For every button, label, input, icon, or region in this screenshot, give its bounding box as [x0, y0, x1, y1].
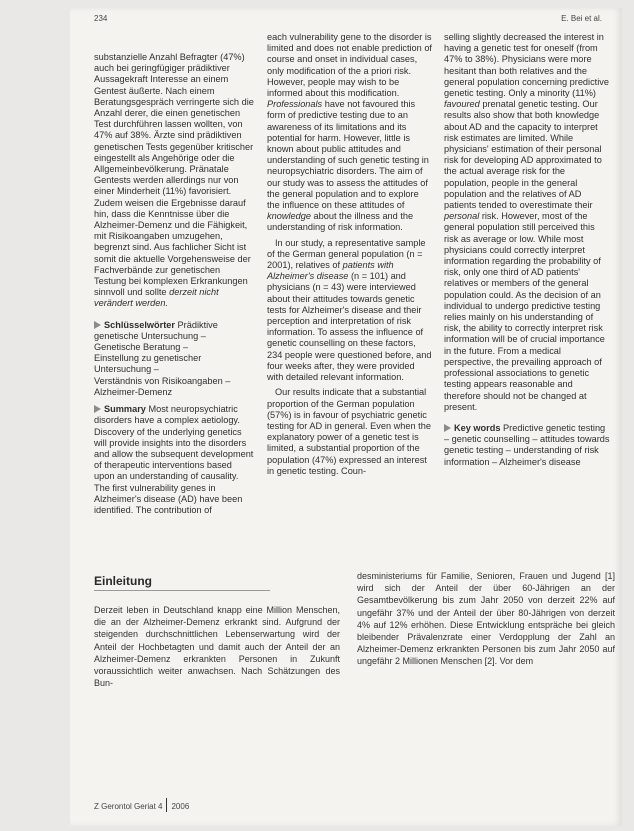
keyword-list-de	[94, 342, 254, 398]
kw-item-5: Alzheimer-Demenz	[94, 386, 173, 397]
text-run: Our results indicate that a substantial proportion of the German population (57%) is in favour of psychiatric genetic testing for AD in general. Even when the explanatory power of a genetic test is limited, a substantial proportion of the population (47%) expressed an interest in genetic testing. Coun-	[267, 387, 431, 476]
footer-separator	[166, 798, 167, 812]
triangle-bullet-icon	[94, 405, 101, 413]
text-run: selling slightly decreased the interest in having a genetic test for oneself (from 47% to 38%). Physicians were more hesitant than both relatives and the general population concerning predictive genetic testing. Only a minority (11%)	[444, 32, 609, 99]
kw-item-1: Genetische Beratung –	[94, 342, 188, 353]
kw-item-4: Verständnis von Risikoangaben –	[94, 375, 231, 386]
text-run: risk. However, most of the general population still perceived this risk as average or low. While most physicians could correctly interpret information regarding the probability of risk, only one third of AD patients' relatives or members of the general population could. As the decision of an individual to undergo predictive testing relies mainly on his understanding of risk, the ability to correctly interpret risk information will be of crucial importance in the future. From a medical perspective, the prevailing approach of professional associations to genetic testing appears reasonable and therefore should not be changed at present.	[444, 211, 605, 412]
journal-year: 2006	[171, 802, 190, 811]
italic-run: patients with Alzheimer's disease	[267, 260, 394, 282]
italic-run: knowledge	[267, 211, 311, 222]
text-run: (n = 101) and physicians (n = 43) were interviewed about their attitudes towards genetic tests for Alzheimer's disease and their perception and interpretation of risk information. To assess the influence of genetic counselling on these factors, 234 people were questioned before, and four weeks after, they were provided with detailed relevant information.	[267, 271, 432, 383]
text-run: have not favoured this form of predictive testing due to an awareness of its limitations and its potential for harm. However, little is known about public attitudes and understanding of such genetic testing in neuropsychiatric disorders. The aim of our study was to assess the attitudes of the general population and to explore the influence on these attitudes of	[267, 99, 429, 211]
page-header	[70, 8, 622, 30]
german-abstract-text	[94, 52, 254, 310]
kw-item-3: Untersuchung –	[94, 364, 159, 375]
text-run: In our study, a representative sample of the German general population (n = 2001), relatives of	[267, 237, 426, 271]
italic-run: Professionals	[267, 99, 323, 110]
abstract-column-3	[444, 32, 610, 472]
page-footer	[94, 798, 189, 812]
kw-item-2: Einstellung zu genetischer	[94, 353, 202, 364]
intro-right-column: desministeriums für Familie, Senioren, Frauen und Jugend [1] wird sich der Anteil der über 60-Jährigen an der Gesamtbevölkerung bis zum Jahr 2050 von derzeit 22% auf ungefähr 37% und der Anteil der über 80-Jährigen von derzeit 4% auf 12% erhöhen. Diese Entwicklung entspräche bei gleich bleibender Prävalenzrate einer Verdopplung der Zahl an Alzheimer-Demenz erkrankten Personen bis zum Jahr 2050 auf ungefähr 2 Millionen Menschen [2]. Vor dem	[357, 571, 615, 667]
section-heading-einleitung: Einleitung	[94, 574, 152, 588]
english-keywords	[444, 423, 610, 468]
triangle-bullet-icon	[444, 424, 451, 432]
summary-cont-para3	[267, 387, 432, 477]
triangle-bullet-icon	[94, 321, 101, 329]
summary-label: Summary	[104, 404, 146, 415]
keywords-text-en: Predictive genetic testing – genetic counselling – attitudes towards genetic testing – understanding of risk information – Alzheimer's disease	[444, 422, 610, 467]
heading-underline	[94, 590, 270, 591]
abstract-column-2	[267, 32, 432, 481]
journal-citation: Z Gerontol Geriat 4	[94, 802, 163, 811]
abstract-column-1	[94, 52, 254, 520]
text-run: each vulnerability gene to the disorder is limited and does not enable prediction of course and onset in individual cases, only modification of the a priori risk. However, people may wish to be informed about this modification.	[267, 32, 432, 99]
german-keywords	[94, 320, 254, 398]
german-abstract-italic: derzeit nicht verändert werden.	[94, 287, 219, 309]
summary-cont-para1	[267, 32, 432, 234]
text-run: about the illness and the understanding of risk information.	[267, 211, 414, 233]
italic-run: favoured	[444, 99, 480, 110]
page-number: 234	[94, 14, 108, 23]
text-run: prenatal genetic testing. Our results also show that both knowledge about AD and the capacity to interpret risk estimates are limited. While physicians' estimation of their personal risk for developing AD approximated to the actual average risk for the population, people in the general population and the relatives of AD patients tended to overestimate their	[444, 99, 602, 211]
summary-cont-para2	[267, 238, 432, 384]
paper-page	[70, 8, 622, 826]
german-abstract-body: substanzielle Anzahl Befragter (47%) auch bei geringfügiger prädiktiver Aussagekraft Interesse an einem Gentest äußerte. Nach einem Beratungsgespräch verringerte sich die Anzahl derer, die einen genetischen Test durchführen lassen wollten, von 47% auf 38%. Ärzte sind prädiktiven genetischen Tests gegenüber kritischer eingestellt als Angehörige oder die Allgemeinbevölkerung. Pränatale Gentests werden allerdings nur von einer Minderheit (11%) favorisiert. Zudem weisen die Ergebnisse darauf hin, dass die Kenntnisse über die Alzheimer-Demenz und die Fähigkeit, mit Risikoangaben umzugehen, begrenzt sind. Aus fachlicher Sicht ist somit die aktuelle Vorgehensweise der Fachverbände zur genetischen Testung bei komplexen Erkrankungen sinnvoll und sollte	[94, 52, 254, 298]
summary-cont-para4	[444, 32, 610, 413]
keywords-label-en: Key words	[454, 422, 501, 433]
kw-item-0: Prädiktive genetische Untersuchung –	[94, 319, 218, 341]
intro-left-column: Derzeit leben in Deutschland knapp eine Million Menschen, die an der Alzheimer-Demenz erkrankt sind. Aufgrund der steigenden durchschnittlichen Lebenserwartung wird der Anteil der Hochbetagten und damit auch der Anteil der an Alzheimer-Demenz erkrankten Personen in Zukunft voraussichtlich weiter anwachsen. Nach Schätzungen des Bun-	[94, 605, 340, 689]
italic-run: personal	[444, 211, 480, 222]
keywords-label-de: Schlüsselwörter	[104, 319, 175, 330]
running-author: E. Bei et al.	[561, 14, 602, 23]
summary-text: Most neuropsychiatric disorders have a complex aetiology. Discovery of the underlying genetics will provide insights into the disorders and allow the subsequent development of therapeutic interventions based upon an understanding of causality. The first vulnerability genes in Alzheimer's disease (AD) have been identified. The contribution of	[94, 404, 254, 515]
english-summary	[94, 404, 254, 516]
